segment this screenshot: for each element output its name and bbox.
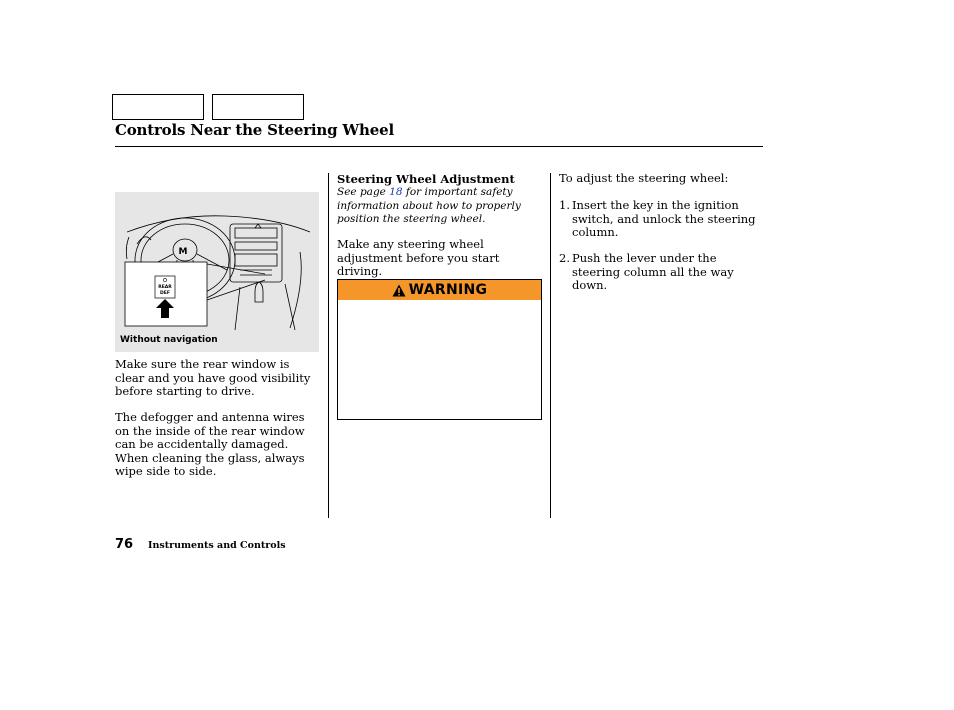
- figure-caption: Without navigation: [120, 335, 218, 345]
- section-heading: Steering Wheel Adjustment: [337, 172, 515, 186]
- step-text: Insert the key in the ignition switch, and unlock the steering column.: [572, 198, 756, 239]
- rear-label: REAR: [158, 285, 172, 290]
- dashboard-drawing: [115, 192, 319, 352]
- warning-triangle-icon: [392, 284, 406, 297]
- page-number: 76: [115, 537, 134, 552]
- adjust-intro: To adjust the steering wheel:: [559, 171, 729, 185]
- footer-section-name: Instruments and Controls: [148, 540, 286, 551]
- see-page-prefix: See page: [337, 186, 390, 198]
- see-page-suffix: for important safety information about how to properly position the steering wheel.: [337, 186, 521, 225]
- step-number: 1.: [559, 198, 570, 212]
- column-divider-2: [550, 173, 551, 518]
- column-divider-1: [328, 173, 329, 518]
- safety-reference: [337, 186, 537, 227]
- page-title: Controls Near the Steering Wheel: [115, 121, 394, 139]
- adjustment-paragraph: Make any steering wheel adjustment before you start driving.: [337, 237, 500, 278]
- rear-window-paragraph: Make sure the rear window is clear and you have good visibility before starting to drive.: [115, 357, 311, 398]
- svg-text:M: M: [178, 247, 188, 257]
- warning-label: WARNING: [408, 282, 488, 298]
- step-1: [559, 199, 759, 240]
- nav-tab-2[interactable]: [212, 94, 304, 120]
- warning-box: [337, 279, 542, 420]
- def-label: DEF: [160, 291, 170, 296]
- step-number: 2.: [559, 251, 570, 265]
- warning-banner: [338, 280, 541, 300]
- title-divider: [115, 146, 763, 147]
- page-18-link[interactable]: 18: [389, 186, 403, 198]
- dashboard-illustration: [115, 192, 319, 352]
- step-text: Push the lever under the steering column all the way down.: [572, 251, 734, 292]
- nav-tab-1[interactable]: [112, 94, 204, 120]
- defogger-paragraph: The defogger and antenna wires on the inside of the rear window can be accidentally damaged. When cleaning the glass, always wipe side to side.: [115, 410, 305, 478]
- step-2: [559, 252, 759, 293]
